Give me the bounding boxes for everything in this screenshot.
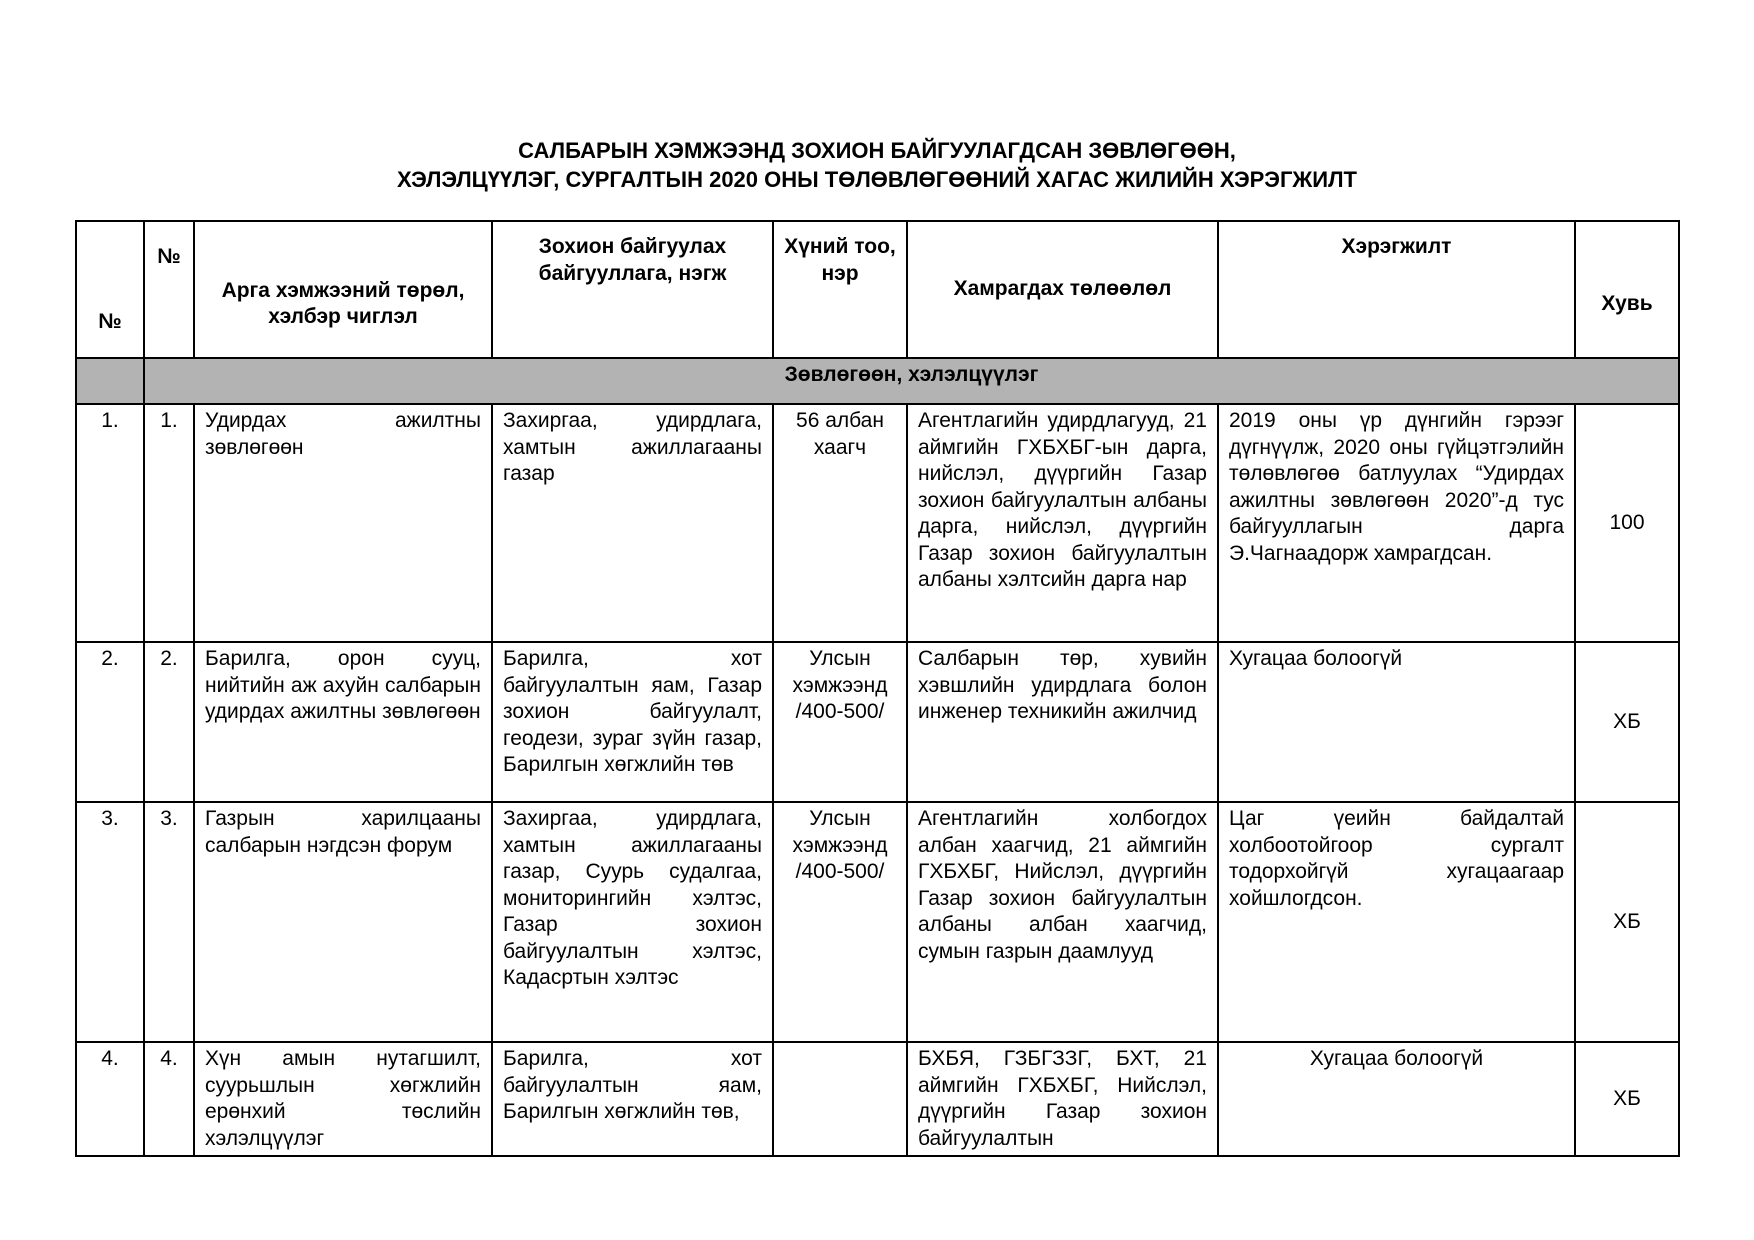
row-activity-type: Хүн амын нутагшилт, суурьшлын хөгжлийн ерөнхий төслийн хэлэлцүүлэг xyxy=(194,1042,492,1156)
table-row xyxy=(76,404,1679,642)
row-organizer: Захиргаа, удирдлага, хамтын ажиллагааны газар xyxy=(492,404,773,642)
row-people xyxy=(773,1042,907,1156)
row-coverage: Агентлагийн удирдлагууд, 21 аймгийн ГХБХБГ-ын дарга, нийслэл, дүүргийн Газар зохион байгуулалтын албаны дарга, нийслэл, дүүргийн Газар зохион байгуулалтын албаны хэлтсийн дарга нар xyxy=(907,404,1218,642)
row-no-inner: 1. xyxy=(144,404,194,642)
row-people: Улсын хэмжээнд /400-500/ xyxy=(773,642,907,802)
header-coverage: Хамрагдах төлөөлөл xyxy=(907,221,1218,358)
row-implementation: Хугацаа болоогүй xyxy=(1218,1042,1575,1156)
header-no-outer: № xyxy=(76,221,144,358)
row-percent: ХБ xyxy=(1575,1042,1679,1156)
row-no-inner: 3. xyxy=(144,802,194,1042)
row-coverage: Агентлагийн холбогдох албан хаагчид, 21 аймгийн ГХБХБГ, Нийслэл, дүүргийн Газар зохион байгуулалтын албаны албан хаагчид, сумын газрын даамлууд xyxy=(907,802,1218,1042)
row-activity-type: Удирдах ажилтны зөвлөгөөн xyxy=(194,404,492,642)
row-implementation: Цаг үеийн байдалтай холбоотойгоор сургалт тодорхойгүй хугацаагаар хойшлогдсон. xyxy=(1218,802,1575,1042)
row-implementation: Хугацаа болоогүй xyxy=(1218,642,1575,802)
row-percent: ХБ xyxy=(1575,642,1679,802)
row-no-inner: 2. xyxy=(144,642,194,802)
table-row xyxy=(76,1042,1679,1156)
row-organizer: Захиргаа, удирдлага, хамтын ажиллагааны газар, Суурь судалгаа, мониторингийн хэлтэс, Газар зохион байгуулалтын хэлтэс, Кадасртын хэлтэс xyxy=(492,802,773,1042)
row-no-outer: 3. xyxy=(76,802,144,1042)
section-row xyxy=(76,358,1679,404)
row-activity-type: Барилга, орон сууц, нийтийн аж ахуйн салбарын удирдах ажилтны зөвлөгөөн xyxy=(194,642,492,802)
row-no-inner: 4. xyxy=(144,1042,194,1156)
header-row xyxy=(76,221,1679,358)
row-coverage: БХБЯ, ГЗБГЗЗГ, БХТ, 21 аймгийн ГХБХБГ, Нийслэл, дүүргийн Газар зохион байгуулалтын xyxy=(907,1042,1218,1156)
table-row xyxy=(76,642,1679,802)
row-people: Улсын хэмжээнд /400-500/ xyxy=(773,802,907,1042)
row-organizer: Барилга, хот байгуулалтын яам, Барилгын хөгжлийн төв, xyxy=(492,1042,773,1156)
row-people: 56 албан хаагч xyxy=(773,404,907,642)
header-people: Хүний тоо, нэр xyxy=(773,221,907,358)
row-activity-type: Газрын харилцааны салбарын нэгдсэн форум xyxy=(194,802,492,1042)
section-empty-cell xyxy=(76,358,144,404)
header-implementation: Хэрэгжилт xyxy=(1218,221,1575,358)
title-line-1: САЛБАРЫН ХЭМЖЭЭНД ЗОХИОН БАЙГУУЛАГДСАН ЗӨВЛӨГӨӨН, xyxy=(518,138,1236,163)
row-percent: ХБ xyxy=(1575,802,1679,1042)
section-title: Зөвлөгөөн, хэлэлцүүлэг xyxy=(144,358,1679,404)
row-implementation: 2019 оны үр дүнгийн гэрээг дүгнүүлж, 2020 оны гүйцэтгэлийн төлөвлөгөө батлуулах “Удирдах ажилтны зөвлөгөөн 2020”-д тус байгууллагын дарга Э.Чагнаадорж хамрагдсан. xyxy=(1218,404,1575,642)
row-percent: 100 xyxy=(1575,404,1679,642)
document-title xyxy=(0,136,1754,194)
table-row xyxy=(76,802,1679,1042)
row-organizer: Барилга, хот байгуулалтын яам, Газар зохион байгуулалт, геодези, зураг зүйн газар, Барилгын хөгжлийн төв xyxy=(492,642,773,802)
row-no-outer: 4. xyxy=(76,1042,144,1156)
plan-table xyxy=(75,220,1680,1157)
row-no-outer: 2. xyxy=(76,642,144,802)
title-line-2: ХЭЛЭЛЦҮҮЛЭГ, СУРГАЛТЫН 2020 ОНЫ ТӨЛӨВЛӨГӨӨНИЙ ХАГАС ЖИЛИЙН ХЭРЭГЖИЛТ xyxy=(397,167,1357,192)
row-no-outer: 1. xyxy=(76,404,144,642)
header-organizer: Зохион байгуулах байгууллага, нэгж xyxy=(492,221,773,358)
header-no-inner: № xyxy=(144,221,194,358)
row-coverage: Салбарын төр, хувийн хэвшлийн удирдлага болон инженер техникийн ажилчид xyxy=(907,642,1218,802)
header-percent: Хувь xyxy=(1575,221,1679,358)
header-activity-type: Арга хэмжээний төрөл, хэлбэр чиглэл xyxy=(194,221,492,358)
